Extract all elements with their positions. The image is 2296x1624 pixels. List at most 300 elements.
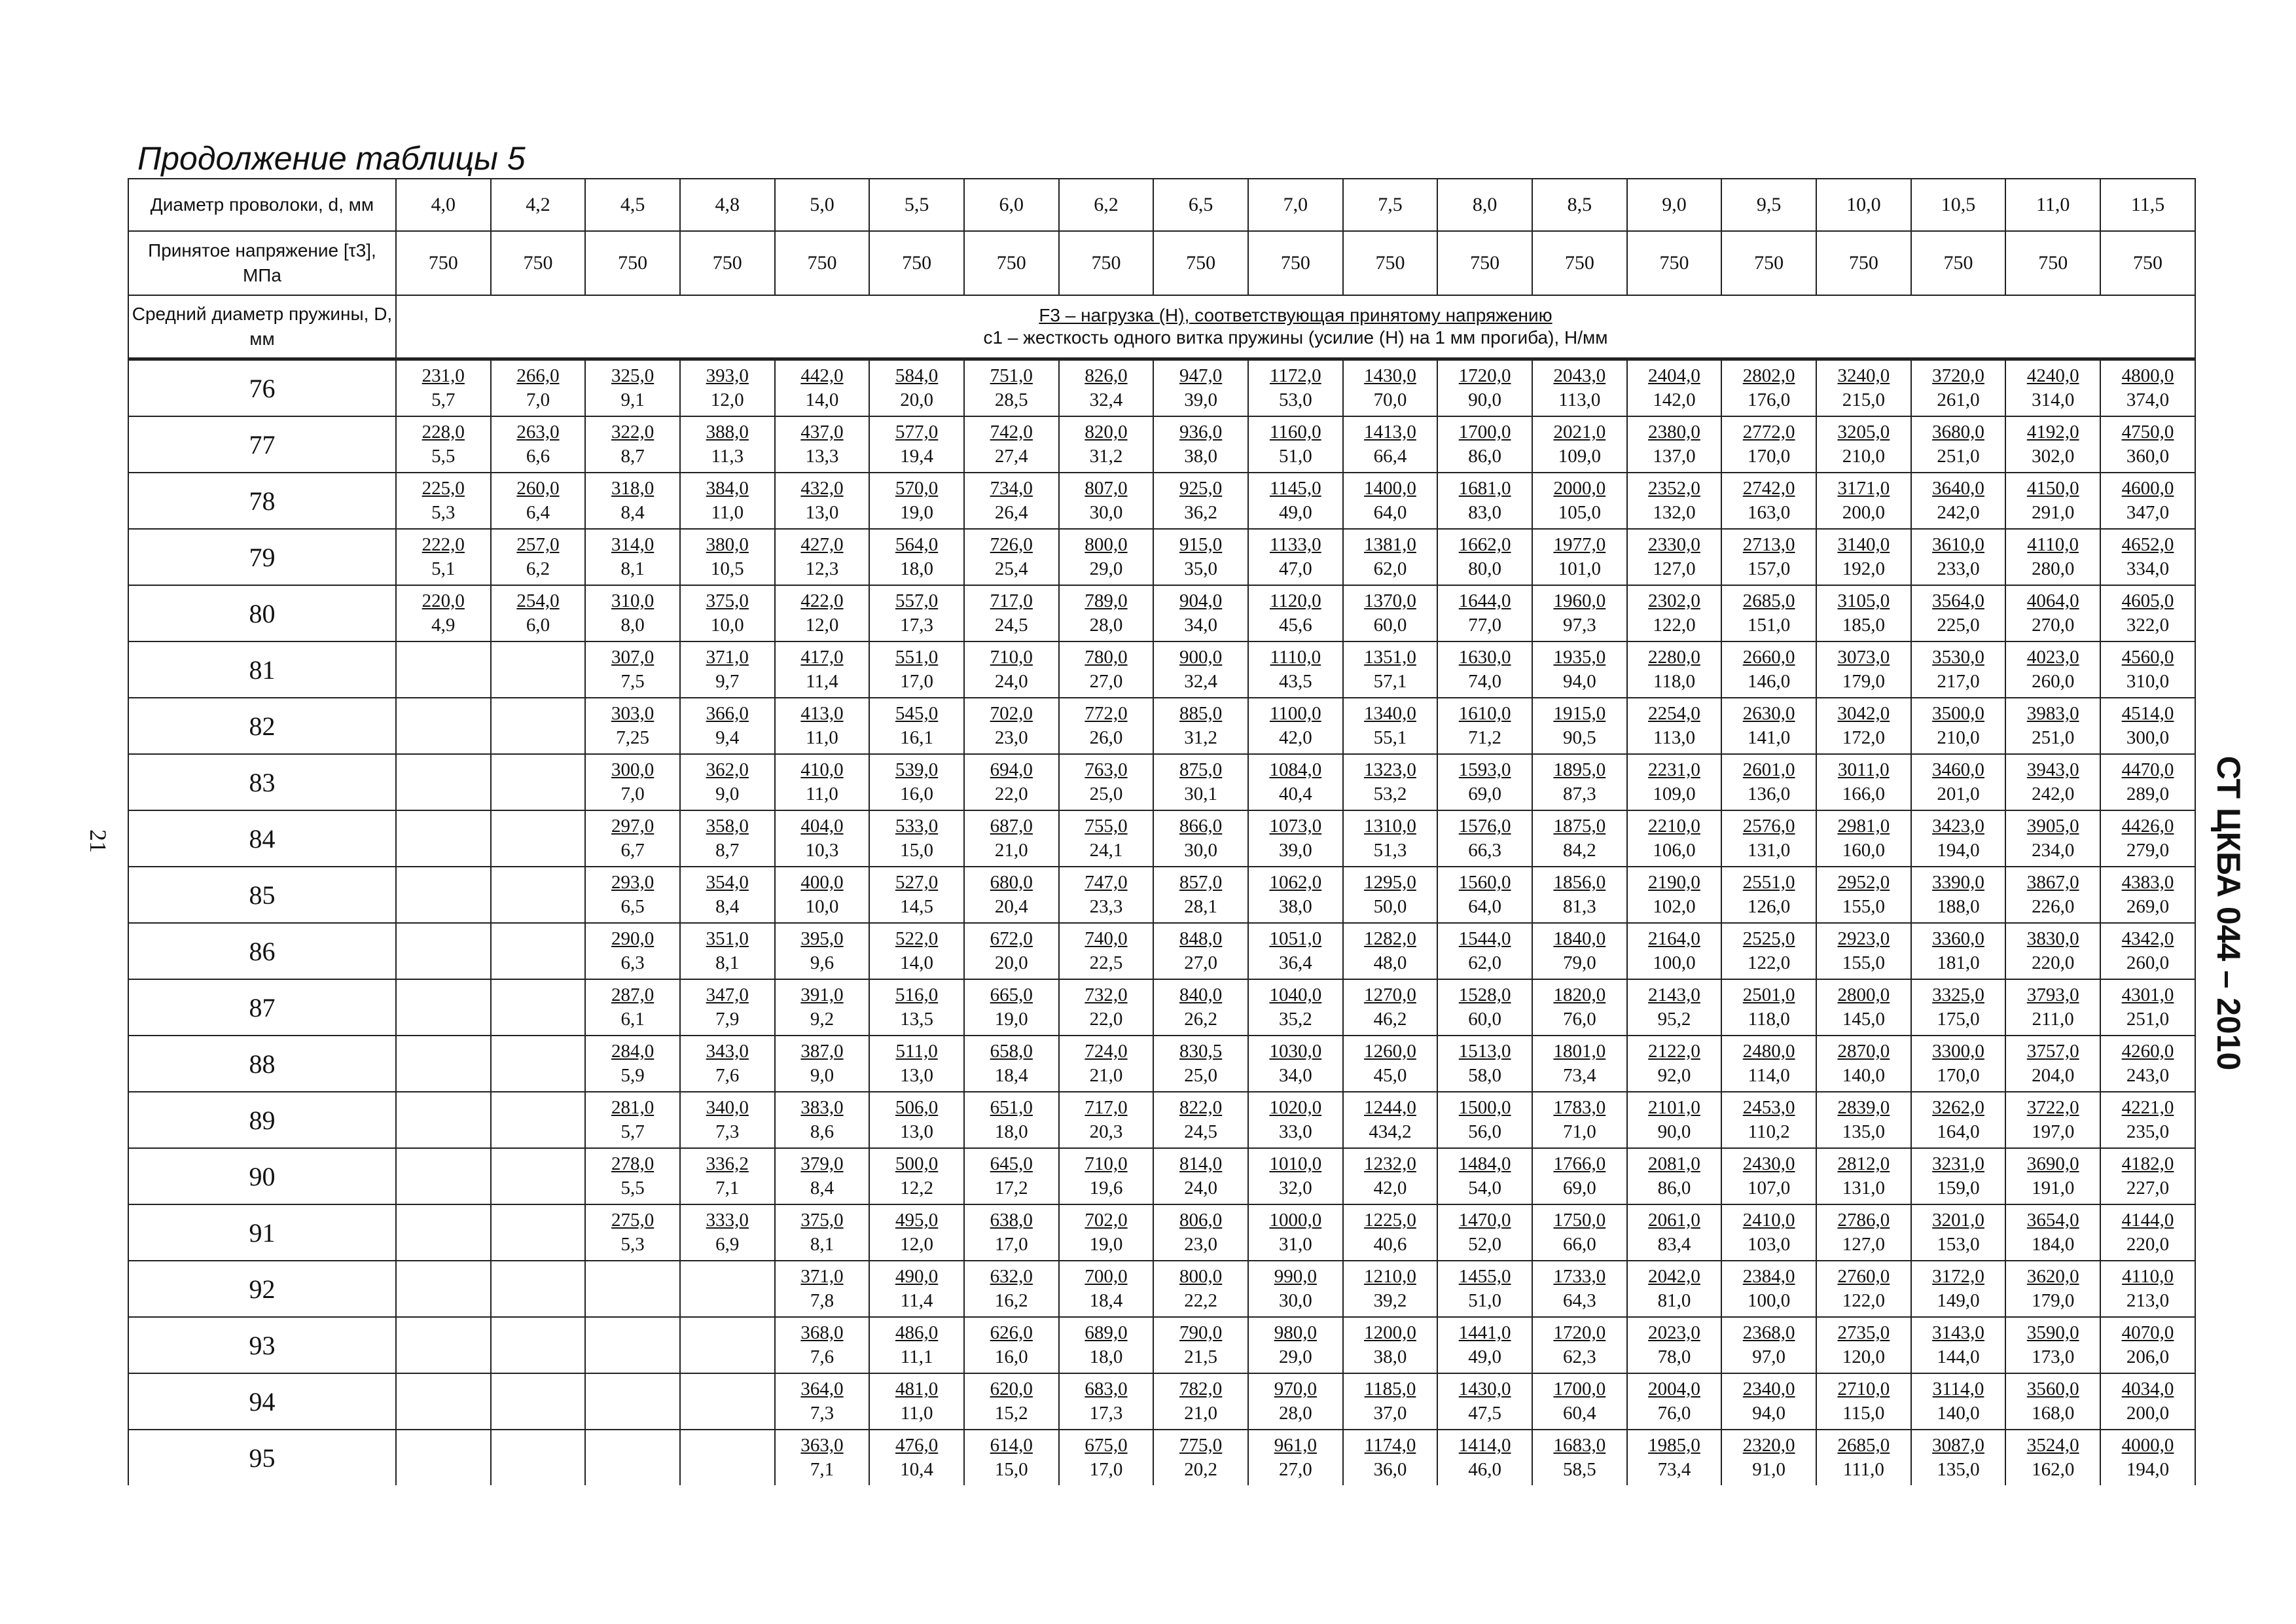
- stiffness-value: 6,1: [620, 1009, 645, 1030]
- load-value: 2772,0: [1742, 422, 1795, 442]
- value-cell: [1248, 359, 1343, 417]
- load-value: 1610,0: [1458, 703, 1511, 724]
- value-cell: [1059, 1317, 1154, 1373]
- stiffness-value: 94,0: [1562, 671, 1596, 692]
- value-cell: [491, 1204, 586, 1261]
- value-cell: [2005, 923, 2100, 979]
- load-value: 2660,0: [1742, 647, 1795, 668]
- value-cell: [1153, 529, 1248, 585]
- stiffness-value: 7,0: [620, 784, 645, 804]
- load-value: 422,0: [800, 590, 844, 611]
- stiffness-value: 5,5: [431, 446, 456, 467]
- load-value: 1084,0: [1269, 759, 1322, 780]
- value-cell: [2100, 1261, 2195, 1317]
- value-cell: [1532, 979, 1627, 1036]
- stiffness-value: 5,3: [431, 502, 456, 523]
- load-value: 584,0: [895, 365, 939, 386]
- stiffness-value: 160,0: [1842, 840, 1885, 861]
- stiffness-value: 20,0: [994, 952, 1028, 973]
- load-value: 3500,0: [1932, 703, 1984, 724]
- value-cell: [1532, 641, 1627, 698]
- load-value: 806,0: [1179, 1210, 1223, 1231]
- value-cell: [1911, 1430, 2006, 1485]
- load-value: 3360,0: [1932, 928, 1984, 949]
- wire-diameter-cell: 8,5: [1532, 179, 1627, 231]
- value-cell: [1816, 923, 1911, 979]
- stiffness-value: 33,0: [1278, 1121, 1312, 1142]
- stiffness-value: 11,1: [900, 1346, 933, 1367]
- stiffness-value: 7,5: [620, 671, 645, 692]
- mean-diameter-row: [128, 295, 2195, 359]
- load-value: 368,0: [800, 1322, 844, 1343]
- value-cell: [491, 1036, 586, 1092]
- stiffness-value: 38,0: [1278, 896, 1312, 917]
- load-value: 1683,0: [1553, 1435, 1606, 1456]
- value-cell: [680, 1036, 775, 1092]
- load-value: 936,0: [1179, 422, 1223, 442]
- load-value: 925,0: [1179, 478, 1223, 499]
- load-value: 2000,0: [1553, 478, 1606, 499]
- load-value: 2923,0: [1837, 928, 1890, 949]
- load-value: 1270,0: [1364, 984, 1416, 1005]
- stiffness-value: 47,0: [1278, 558, 1312, 579]
- stiffness-value: 84,2: [1562, 840, 1596, 861]
- value-cell: [2100, 1036, 2195, 1092]
- stiffness-value: 8,0: [620, 615, 645, 636]
- stiffness-value: 13,0: [900, 1121, 933, 1142]
- value-cell: [396, 698, 491, 754]
- page-number: 21: [85, 829, 111, 853]
- stress-cell: 750: [1627, 231, 1722, 295]
- value-cell: [775, 754, 870, 810]
- load-value: 1323,0: [1364, 759, 1416, 780]
- load-value: 539,0: [895, 759, 939, 780]
- value-cell: [396, 979, 491, 1036]
- load-value: 1051,0: [1269, 928, 1322, 949]
- stiffness-value: 135,0: [1937, 1459, 1980, 1480]
- stiffness-value: 260,0: [2032, 671, 2075, 692]
- value-cell: [1437, 979, 1532, 1036]
- stiffness-value: 7,1: [810, 1459, 834, 1480]
- load-value: 275,0: [611, 1210, 655, 1231]
- load-value: 384,0: [706, 478, 749, 499]
- stiffness-value: 53,2: [1373, 784, 1407, 804]
- value-cell: [1816, 359, 1911, 417]
- stiffness-value: 51,0: [1278, 446, 1312, 467]
- stiffness-value: 74,0: [1468, 671, 1502, 692]
- load-value: 970,0: [1274, 1379, 1317, 1399]
- load-value: 1413,0: [1364, 422, 1416, 442]
- stiffness-value: 22,0: [1089, 1009, 1123, 1030]
- stiffness-value: 38,0: [1373, 1346, 1407, 1367]
- value-cell: [585, 698, 680, 754]
- stiffness-value: 31,2: [1184, 727, 1218, 748]
- value-cell: [964, 1204, 1059, 1261]
- value-cell: [2100, 1092, 2195, 1148]
- load-value: 1441,0: [1458, 1322, 1511, 1343]
- stiffness-value: 11,0: [806, 784, 838, 804]
- stiffness-value: 10,0: [805, 896, 839, 917]
- value-cell: [1059, 867, 1154, 923]
- value-cell: [491, 416, 586, 473]
- load-value: 380,0: [706, 534, 749, 555]
- stiffness-value: 7,8: [810, 1290, 834, 1311]
- value-cell: [869, 754, 964, 810]
- value-cell: [680, 810, 775, 867]
- value-cell: [1627, 1261, 1722, 1317]
- stiffness-value: 6,3: [620, 952, 645, 973]
- value-cell: [1059, 1092, 1154, 1148]
- load-value: 2004,0: [1648, 1379, 1700, 1399]
- load-value: 3640,0: [1932, 478, 1984, 499]
- stiffness-value: 127,0: [1653, 558, 1696, 579]
- value-cell: [1911, 1317, 2006, 1373]
- stiffness-value: 5,3: [620, 1234, 645, 1255]
- value-cell: [1532, 1092, 1627, 1148]
- stress-cell: 750: [396, 231, 491, 295]
- load-value: 366,0: [706, 703, 749, 724]
- value-cell: [491, 923, 586, 979]
- stiffness-value: 235,0: [2126, 1121, 2170, 1142]
- stiffness-value: 37,0: [1373, 1403, 1407, 1424]
- value-cell: [1532, 416, 1627, 473]
- value-cell: [1532, 473, 1627, 529]
- table-legend: [396, 295, 2195, 359]
- stiffness-value: 51,0: [1468, 1290, 1502, 1311]
- load-value: 2870,0: [1837, 1041, 1890, 1062]
- stiffness-value: 163,0: [1748, 502, 1791, 523]
- stiffness-value: 11,4: [806, 671, 838, 692]
- stiffness-value: 11,4: [900, 1290, 933, 1311]
- value-cell: [775, 529, 870, 585]
- stiffness-value: 242,0: [1937, 502, 1980, 523]
- value-cell: [869, 979, 964, 1036]
- value-cell: [869, 1204, 964, 1261]
- wire-diameter-cell: 6,2: [1059, 179, 1154, 231]
- mean-diameter-cell: 76: [128, 359, 396, 417]
- load-value: 1110,0: [1270, 647, 1321, 668]
- value-cell: [1532, 923, 1627, 979]
- value-cell: [1059, 359, 1154, 417]
- value-cell: [680, 1148, 775, 1204]
- stiffness-value: 279,0: [2126, 840, 2170, 861]
- stiffness-value: 10,3: [805, 840, 839, 861]
- stiffness-value: 9,2: [810, 1009, 834, 1030]
- stiffness-value: 434,2: [1369, 1121, 1412, 1142]
- load-value: 2101,0: [1648, 1097, 1700, 1118]
- load-value: 516,0: [895, 984, 939, 1005]
- value-cell: [1911, 473, 2006, 529]
- value-cell: [1153, 416, 1248, 473]
- stiffness-value: 28,5: [994, 389, 1028, 410]
- load-value: 2630,0: [1742, 703, 1795, 724]
- value-cell: [1437, 698, 1532, 754]
- value-cell: [964, 416, 1059, 473]
- value-cell: [2005, 810, 2100, 867]
- stiffness-value: 28,0: [1089, 615, 1123, 636]
- load-value: 225,0: [422, 478, 465, 499]
- value-cell: [2005, 585, 2100, 641]
- stiffness-value: 227,0: [2126, 1178, 2170, 1199]
- stiffness-value: 16,2: [994, 1290, 1028, 1311]
- stiffness-value: 105,0: [1558, 502, 1601, 523]
- stiffness-value: 10,4: [900, 1459, 933, 1480]
- load-value: 3722,0: [2026, 1097, 2079, 1118]
- table-row: [128, 810, 2195, 867]
- value-cell: [2100, 473, 2195, 529]
- stiffness-value: 234,0: [2032, 840, 2075, 861]
- load-value: 375,0: [800, 1210, 844, 1231]
- value-cell: [1153, 1204, 1248, 1261]
- stress-cell: 750: [1343, 231, 1438, 295]
- value-cell: [869, 359, 964, 417]
- load-value: 1681,0: [1458, 478, 1511, 499]
- load-value: 2786,0: [1837, 1210, 1890, 1231]
- load-value: 557,0: [895, 590, 939, 611]
- load-value: 3943,0: [2026, 759, 2079, 780]
- stiffness-value: 27,0: [1278, 1459, 1312, 1480]
- wire-diameter-cell: 9,0: [1627, 179, 1722, 231]
- value-cell: [1437, 359, 1532, 417]
- stiffness-value: 13,5: [900, 1009, 933, 1030]
- stiffness-value: 60,4: [1562, 1403, 1596, 1424]
- wire-diameter-cell: 11,5: [2100, 179, 2195, 231]
- value-cell: [1627, 1373, 1722, 1430]
- stiffness-value: 210,0: [1842, 446, 1885, 467]
- load-value: 2812,0: [1837, 1153, 1890, 1174]
- load-value: 775,0: [1179, 1435, 1223, 1456]
- stiffness-value: 347,0: [2126, 502, 2170, 523]
- value-cell: [869, 1430, 964, 1485]
- stiffness-value: 54,0: [1468, 1178, 1502, 1199]
- stiffness-value: 8,4: [620, 502, 645, 523]
- value-cell: [775, 698, 870, 754]
- load-value: 800,0: [1085, 534, 1128, 555]
- stiffness-value: 172,0: [1842, 727, 1885, 748]
- value-cell: [869, 1092, 964, 1148]
- stiffness-value: 24,0: [994, 671, 1028, 692]
- load-value: 4605,0: [2121, 590, 2174, 611]
- value-cell: [1343, 1430, 1438, 1485]
- value-cell: [1911, 754, 2006, 810]
- load-value: 1544,0: [1458, 928, 1511, 949]
- stiffness-value: 15,0: [994, 1459, 1028, 1480]
- stiffness-value: 39,2: [1373, 1290, 1407, 1311]
- stiffness-value: 12,0: [710, 389, 744, 410]
- load-value: 1040,0: [1269, 984, 1322, 1005]
- value-cell: [585, 867, 680, 923]
- value-cell: [869, 867, 964, 923]
- mean-diameter-cell: 90: [128, 1148, 396, 1204]
- value-cell: [869, 416, 964, 473]
- stiffness-value: 110,2: [1748, 1121, 1790, 1142]
- value-cell: [585, 1148, 680, 1204]
- stiffness-value: 127,0: [1842, 1234, 1885, 1255]
- value-cell: [1911, 979, 2006, 1036]
- stiffness-value: 291,0: [2032, 502, 2075, 523]
- stiffness-value: 4,9: [431, 615, 456, 636]
- value-cell: [869, 1373, 964, 1430]
- stiffness-value: 204,0: [2032, 1065, 2075, 1086]
- load-value: 3073,0: [1837, 647, 1890, 668]
- stiffness-value: 25,0: [1184, 1065, 1218, 1086]
- stiffness-value: 141,0: [1748, 727, 1791, 748]
- stiffness-value: 66,3: [1468, 840, 1502, 861]
- value-cell: [964, 1036, 1059, 1092]
- stiffness-value: 126,0: [1748, 896, 1791, 917]
- load-value: 2501,0: [1742, 984, 1795, 1005]
- value-cell: [1816, 641, 1911, 698]
- value-cell: [1816, 473, 1911, 529]
- stiffness-value: 9,4: [715, 727, 740, 748]
- stiffness-value: 191,0: [2032, 1178, 2075, 1199]
- stiffness-value: 66,0: [1562, 1234, 1596, 1255]
- load-value: 3530,0: [1932, 647, 1984, 668]
- stiffness-value: 95,2: [1657, 1009, 1691, 1030]
- load-value: 2713,0: [1742, 534, 1795, 555]
- load-value: 4023,0: [2026, 647, 2079, 668]
- value-cell: [775, 1204, 870, 1261]
- value-cell: [491, 641, 586, 698]
- table-row: [128, 585, 2195, 641]
- stiffness-value: 12,2: [900, 1178, 933, 1199]
- stiffness-value: 118,0: [1653, 671, 1696, 692]
- value-cell: [1627, 1148, 1722, 1204]
- stiffness-value: 6,7: [620, 840, 645, 861]
- load-value: 486,0: [895, 1322, 939, 1343]
- value-cell: [964, 1261, 1059, 1317]
- value-cell: [585, 641, 680, 698]
- stiffness-value: 87,3: [1562, 784, 1596, 804]
- load-value: 694,0: [990, 759, 1033, 780]
- stiffness-value: 226,0: [2032, 896, 2075, 917]
- stiffness-value: 251,0: [2032, 727, 2075, 748]
- stiffness-value: 81,0: [1657, 1290, 1691, 1311]
- value-cell: [775, 416, 870, 473]
- load-value: 2280,0: [1648, 647, 1700, 668]
- stiffness-value: 36,0: [1373, 1459, 1407, 1480]
- value-cell: [1343, 359, 1438, 417]
- value-cell: [1343, 585, 1438, 641]
- load-value: 1414,0: [1458, 1435, 1511, 1456]
- stiffness-value: 46,2: [1373, 1009, 1407, 1030]
- load-value: 1801,0: [1553, 1041, 1606, 1062]
- table-row: [128, 1092, 2195, 1148]
- load-value: 2981,0: [1837, 816, 1890, 837]
- stiffness-value: 164,0: [1937, 1121, 1980, 1142]
- load-value: 726,0: [990, 534, 1033, 555]
- load-value: 3231,0: [1932, 1153, 1984, 1174]
- wire-diameter-cell: 7,5: [1343, 179, 1438, 231]
- stiffness-value: 103,0: [1748, 1234, 1791, 1255]
- load-value: 2685,0: [1742, 590, 1795, 611]
- value-cell: [1532, 754, 1627, 810]
- load-value: 287,0: [611, 984, 655, 1005]
- value-cell: [585, 979, 680, 1036]
- stiffness-value: 122,0: [1842, 1290, 1885, 1311]
- value-cell: [1721, 979, 1816, 1036]
- stiffness-value: 261,0: [1937, 389, 1980, 410]
- stiffness-value: 310,0: [2126, 671, 2170, 692]
- load-value: 980,0: [1274, 1322, 1317, 1343]
- load-value: 3720,0: [1932, 365, 1984, 386]
- stiffness-value: 57,1: [1373, 671, 1407, 692]
- value-cell: [2100, 416, 2195, 473]
- value-cell: [1627, 754, 1722, 810]
- value-cell: [1248, 867, 1343, 923]
- value-cell: [585, 1036, 680, 1092]
- load-value: 400,0: [800, 872, 844, 893]
- value-cell: [1059, 641, 1154, 698]
- load-value: 665,0: [990, 984, 1033, 1005]
- load-value: 2254,0: [1648, 703, 1700, 724]
- load-value: 800,0: [1179, 1266, 1223, 1287]
- load-value: 4260,0: [2121, 1041, 2174, 1062]
- mean-diameter-cell: 82: [128, 698, 396, 754]
- load-value: 3171,0: [1837, 478, 1890, 499]
- value-cell: [1627, 641, 1722, 698]
- value-cell: [1911, 585, 2006, 641]
- stiffness-value: 23,0: [994, 727, 1028, 748]
- value-cell: [396, 641, 491, 698]
- stress-row: [128, 231, 2195, 295]
- table-title: Продолжение таблицы 5: [137, 140, 526, 177]
- wire-diameter-cell: 4,8: [680, 179, 775, 231]
- stiffness-value: 49,0: [1278, 502, 1312, 523]
- stiffness-value: 36,2: [1184, 502, 1218, 523]
- stiffness-value: 159,0: [1937, 1178, 1980, 1199]
- value-cell: [396, 1261, 491, 1317]
- load-value: 379,0: [800, 1153, 844, 1174]
- stiffness-value: 242,0: [2032, 784, 2075, 804]
- value-cell: [1153, 359, 1248, 417]
- load-value: 866,0: [1179, 816, 1223, 837]
- value-cell: [1437, 923, 1532, 979]
- stiffness-value: 7,0: [526, 389, 550, 410]
- load-value: 3143,0: [1932, 1322, 1984, 1343]
- stiffness-value: 19,0: [900, 502, 933, 523]
- load-value: 300,0: [611, 759, 655, 780]
- load-value: 755,0: [1085, 816, 1128, 837]
- stiffness-value: 15,2: [994, 1403, 1028, 1424]
- stress-cell: 750: [1816, 231, 1911, 295]
- value-cell: [1343, 1092, 1438, 1148]
- load-value: 570,0: [895, 478, 939, 499]
- value-cell: [869, 1036, 964, 1092]
- stiffness-value: 100,0: [1748, 1290, 1791, 1311]
- load-value: 875,0: [1179, 759, 1223, 780]
- stiffness-value: 8,7: [715, 840, 740, 861]
- value-cell: [1911, 1204, 2006, 1261]
- stiffness-value: 102,0: [1653, 896, 1696, 917]
- load-value: 413,0: [800, 703, 844, 724]
- value-cell: [491, 359, 586, 417]
- stiffness-value: 39,0: [1184, 389, 1218, 410]
- stiffness-value: 8,7: [620, 446, 645, 467]
- load-value: 3201,0: [1932, 1210, 1984, 1231]
- load-value: 351,0: [706, 928, 749, 949]
- table-row: [128, 867, 2195, 923]
- load-value: 4383,0: [2121, 872, 2174, 893]
- value-cell: [964, 979, 1059, 1036]
- stiffness-value: 51,3: [1373, 840, 1407, 861]
- value-cell: [1532, 359, 1627, 417]
- legend-load: F3 – нагрузка (Н), соответствующая принятому напряжению: [1039, 305, 1552, 325]
- value-cell: [2005, 1036, 2100, 1092]
- stiffness-value: 14,0: [805, 389, 839, 410]
- value-cell: [680, 359, 775, 417]
- stiffness-value: 114,0: [1748, 1065, 1790, 1086]
